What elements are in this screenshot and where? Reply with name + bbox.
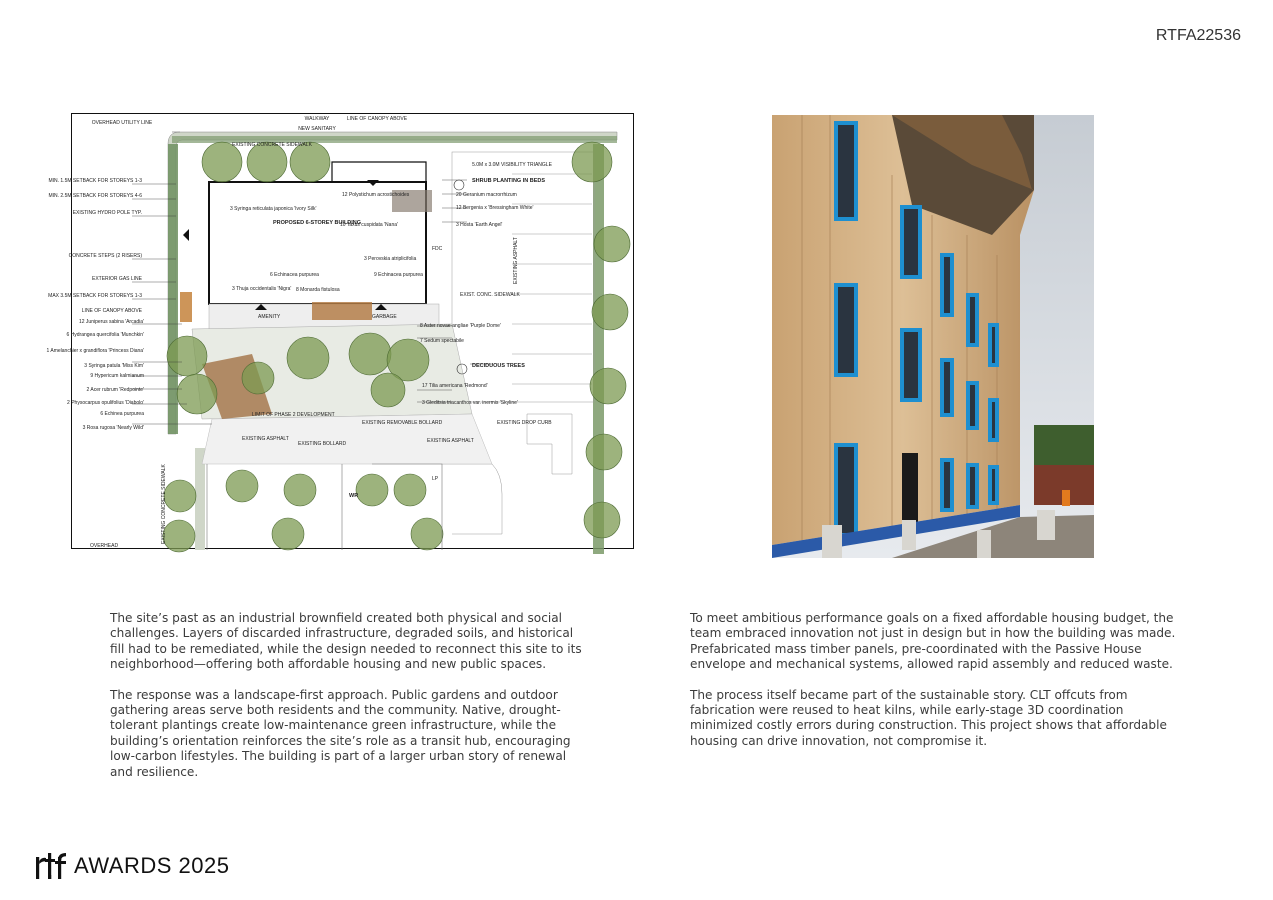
paragraph: The response was a landscape-first approach. Public gardens and outdoor gathering areas serve both residents and the community. Native, drought-tolerant plantings create low-maintenance green infrastructure, while the building’s orientation reinforces the site’s role as a transit hub, encouraging low-carbon lifestyles. The building is part of a larger urban story of renewal and resilience.: [110, 687, 571, 779]
label-concrete-steps: CONCRETE STEPS (2 RISERS): [68, 253, 142, 259]
label-existing-sidewalk-left: EXISTING CONCRETE SIDEWALK: [161, 464, 167, 544]
paragraph: The site’s past as an industrial brownfield created both physical and social challenges. Layers of discarded infrastructure, degraded soils, and historical fill had to be remediated, while the design needed to reconnect this site to its neighborhood—offering both affordable housing and new public spaces.: [110, 611, 582, 672]
site-plan-drawing: [46, 113, 634, 549]
building-photo: [772, 115, 1094, 558]
label-building: PROPOSED 6-STOREY BUILDING: [272, 220, 362, 226]
label-amenity: AMENITY: [258, 314, 281, 320]
label-overhead: OVERHEAD: [90, 543, 119, 549]
label-hosta: 3 Hosta 'Earth Angel': [456, 222, 503, 228]
label-exist-conc-sidewalk: EXIST. CONC. SIDEWALK: [460, 292, 520, 298]
label-new-sanitary: NEW SANITARY: [298, 126, 336, 132]
label-geranium: 20 Geranium macrorrhizum: [456, 192, 517, 198]
label-shrub-planting: SHRUB PLANTING IN BEDS: [472, 178, 546, 184]
label-setback-2: MIN. 2.5M SETBACK FOR STOREYS 4-6: [48, 193, 142, 199]
label-gleditsia: 3 Gleditsia triacanthos var. inermis 'Skyline': [422, 400, 518, 406]
label-perovskia: 3 Perovskia atriplicifolia: [364, 256, 417, 262]
document-id: RTFA22536: [1155, 27, 1241, 44]
label-setback-1: MIN. 1.5M SETBACK FOR STOREYS 1-3: [48, 178, 142, 184]
awards-label: AWARDS 2025: [74, 853, 230, 878]
label-echinea: 6 Echinea purpurea: [100, 411, 144, 417]
label-hydro-pole: EXISTING HYDRO POLE TYP.: [72, 210, 142, 216]
label-limit-phase: LIMIT OF PHASE 2 DEVELOPMENT: [252, 412, 335, 418]
label-hypericum: 9 Hypericum kalmianum: [90, 373, 144, 379]
label-walkway: WALKWAY: [304, 116, 330, 122]
paragraph: To meet ambitious performance goals on a fixed affordable housing budget, the team embraced innovation not just in design but in how the building was made. Prefabricated mass timber panels, pre-coordinated with the Passive House envelope and mechanical systems, allowed rapid assembly and reduced waste.: [690, 611, 1176, 672]
label-exterior-gas-line: EXTERIOR GAS LINE: [91, 276, 142, 282]
label-existing-sidewalk-top: EXISTING CONCRETE SIDEWALK: [232, 142, 312, 148]
label-echinacea-2: 9 Echinacea purpurea: [374, 272, 423, 278]
label-acer: 2 Acer rubrum 'Redpointe': [86, 387, 144, 393]
label-monarda: 8 Monarda fistulosa: [296, 287, 340, 293]
label-wr: WR: [349, 493, 359, 499]
label-syringa-patula: 3 Syringa patula 'Miss Kim': [84, 363, 144, 369]
label-existing-bollard: EXISTING BOLLARD: [298, 441, 347, 447]
label-sedum: 7 Sedum spectabile: [420, 338, 464, 344]
label-tilia: 17 Tilia americana 'Redmond': [422, 383, 488, 389]
label-setback-3: MAX 3.5M SETBACK FOR STOREYS 1-3: [48, 293, 142, 299]
label-deciduous-trees: DECIDUOUS TREES: [472, 363, 525, 369]
text-column-right: [690, 611, 1176, 764]
label-rosa: 3 Rosa rugosa 'Nearly Wild': [82, 425, 144, 431]
label-line-of-canopy-2: LINE OF CANOPY ABOVE: [81, 308, 142, 314]
label-garbage: GARBAGE: [372, 314, 397, 320]
footer-brand: [34, 850, 229, 882]
label-existing-asphalt-2: EXISTING ASPHALT: [427, 438, 474, 444]
paragraph: The process itself became part of the sustainable story. CLT offcuts from fabrication were reused to heat kilns, while early-stage 3D coordination minimized costly errors during construction. This project shows that affordable housing can drive innovation, not compromise it.: [690, 687, 1167, 748]
label-overhead-utility: OVERHEAD UTILITY LINE: [91, 120, 153, 126]
label-echinacea-1: 6 Echinacea purpurea: [270, 272, 319, 278]
label-taxus: 10 Taxus cuspidata 'Nana': [340, 222, 398, 228]
label-existing-asphalt-right: EXISTING ASPHALT: [513, 237, 519, 284]
label-existing-drop-curb: EXISTING DROP CURB: [497, 420, 552, 426]
label-amelanchier: 1 Amelanchier x grandiflora 'Princess Diana': [46, 348, 144, 354]
label-lp: LP: [432, 476, 439, 482]
label-polystichum: 12 Polystichum acrostichoides: [342, 192, 410, 198]
label-aster: 8 Aster novae-angliae 'Purple Dome': [420, 323, 501, 329]
label-visibility-triangle: 5.0M x 3.0M VISIBILITY TRIANGLE: [472, 162, 552, 168]
label-juniperus: 12 Juniperus sabina 'Arcadia': [78, 319, 144, 325]
label-syringa: 3 Syringa reticulata japonica 'Ivory Silk': [230, 206, 317, 212]
label-line-of-canopy: LINE OF CANOPY ABOVE: [346, 116, 408, 122]
label-fdc: FDC: [432, 246, 443, 252]
label-hydrangea: 6 Hydrangea quercifolia 'Munchkin': [66, 332, 144, 338]
label-physocarpus: 2 Physocarpus opulifolius 'Diabolo': [67, 400, 144, 406]
text-column-left: [110, 611, 588, 795]
label-thuja: 3 Thuja occidentalis 'Nigra': [232, 286, 292, 292]
label-existing-removable-bollard: EXISTING REMOVABLE BOLLARD: [362, 420, 443, 426]
rtf-logo-icon: [34, 851, 68, 881]
label-bergenia: 12 Bergenia x 'Bressingham White': [456, 205, 534, 211]
label-existing-asphalt-1: EXISTING ASPHALT: [242, 436, 289, 442]
